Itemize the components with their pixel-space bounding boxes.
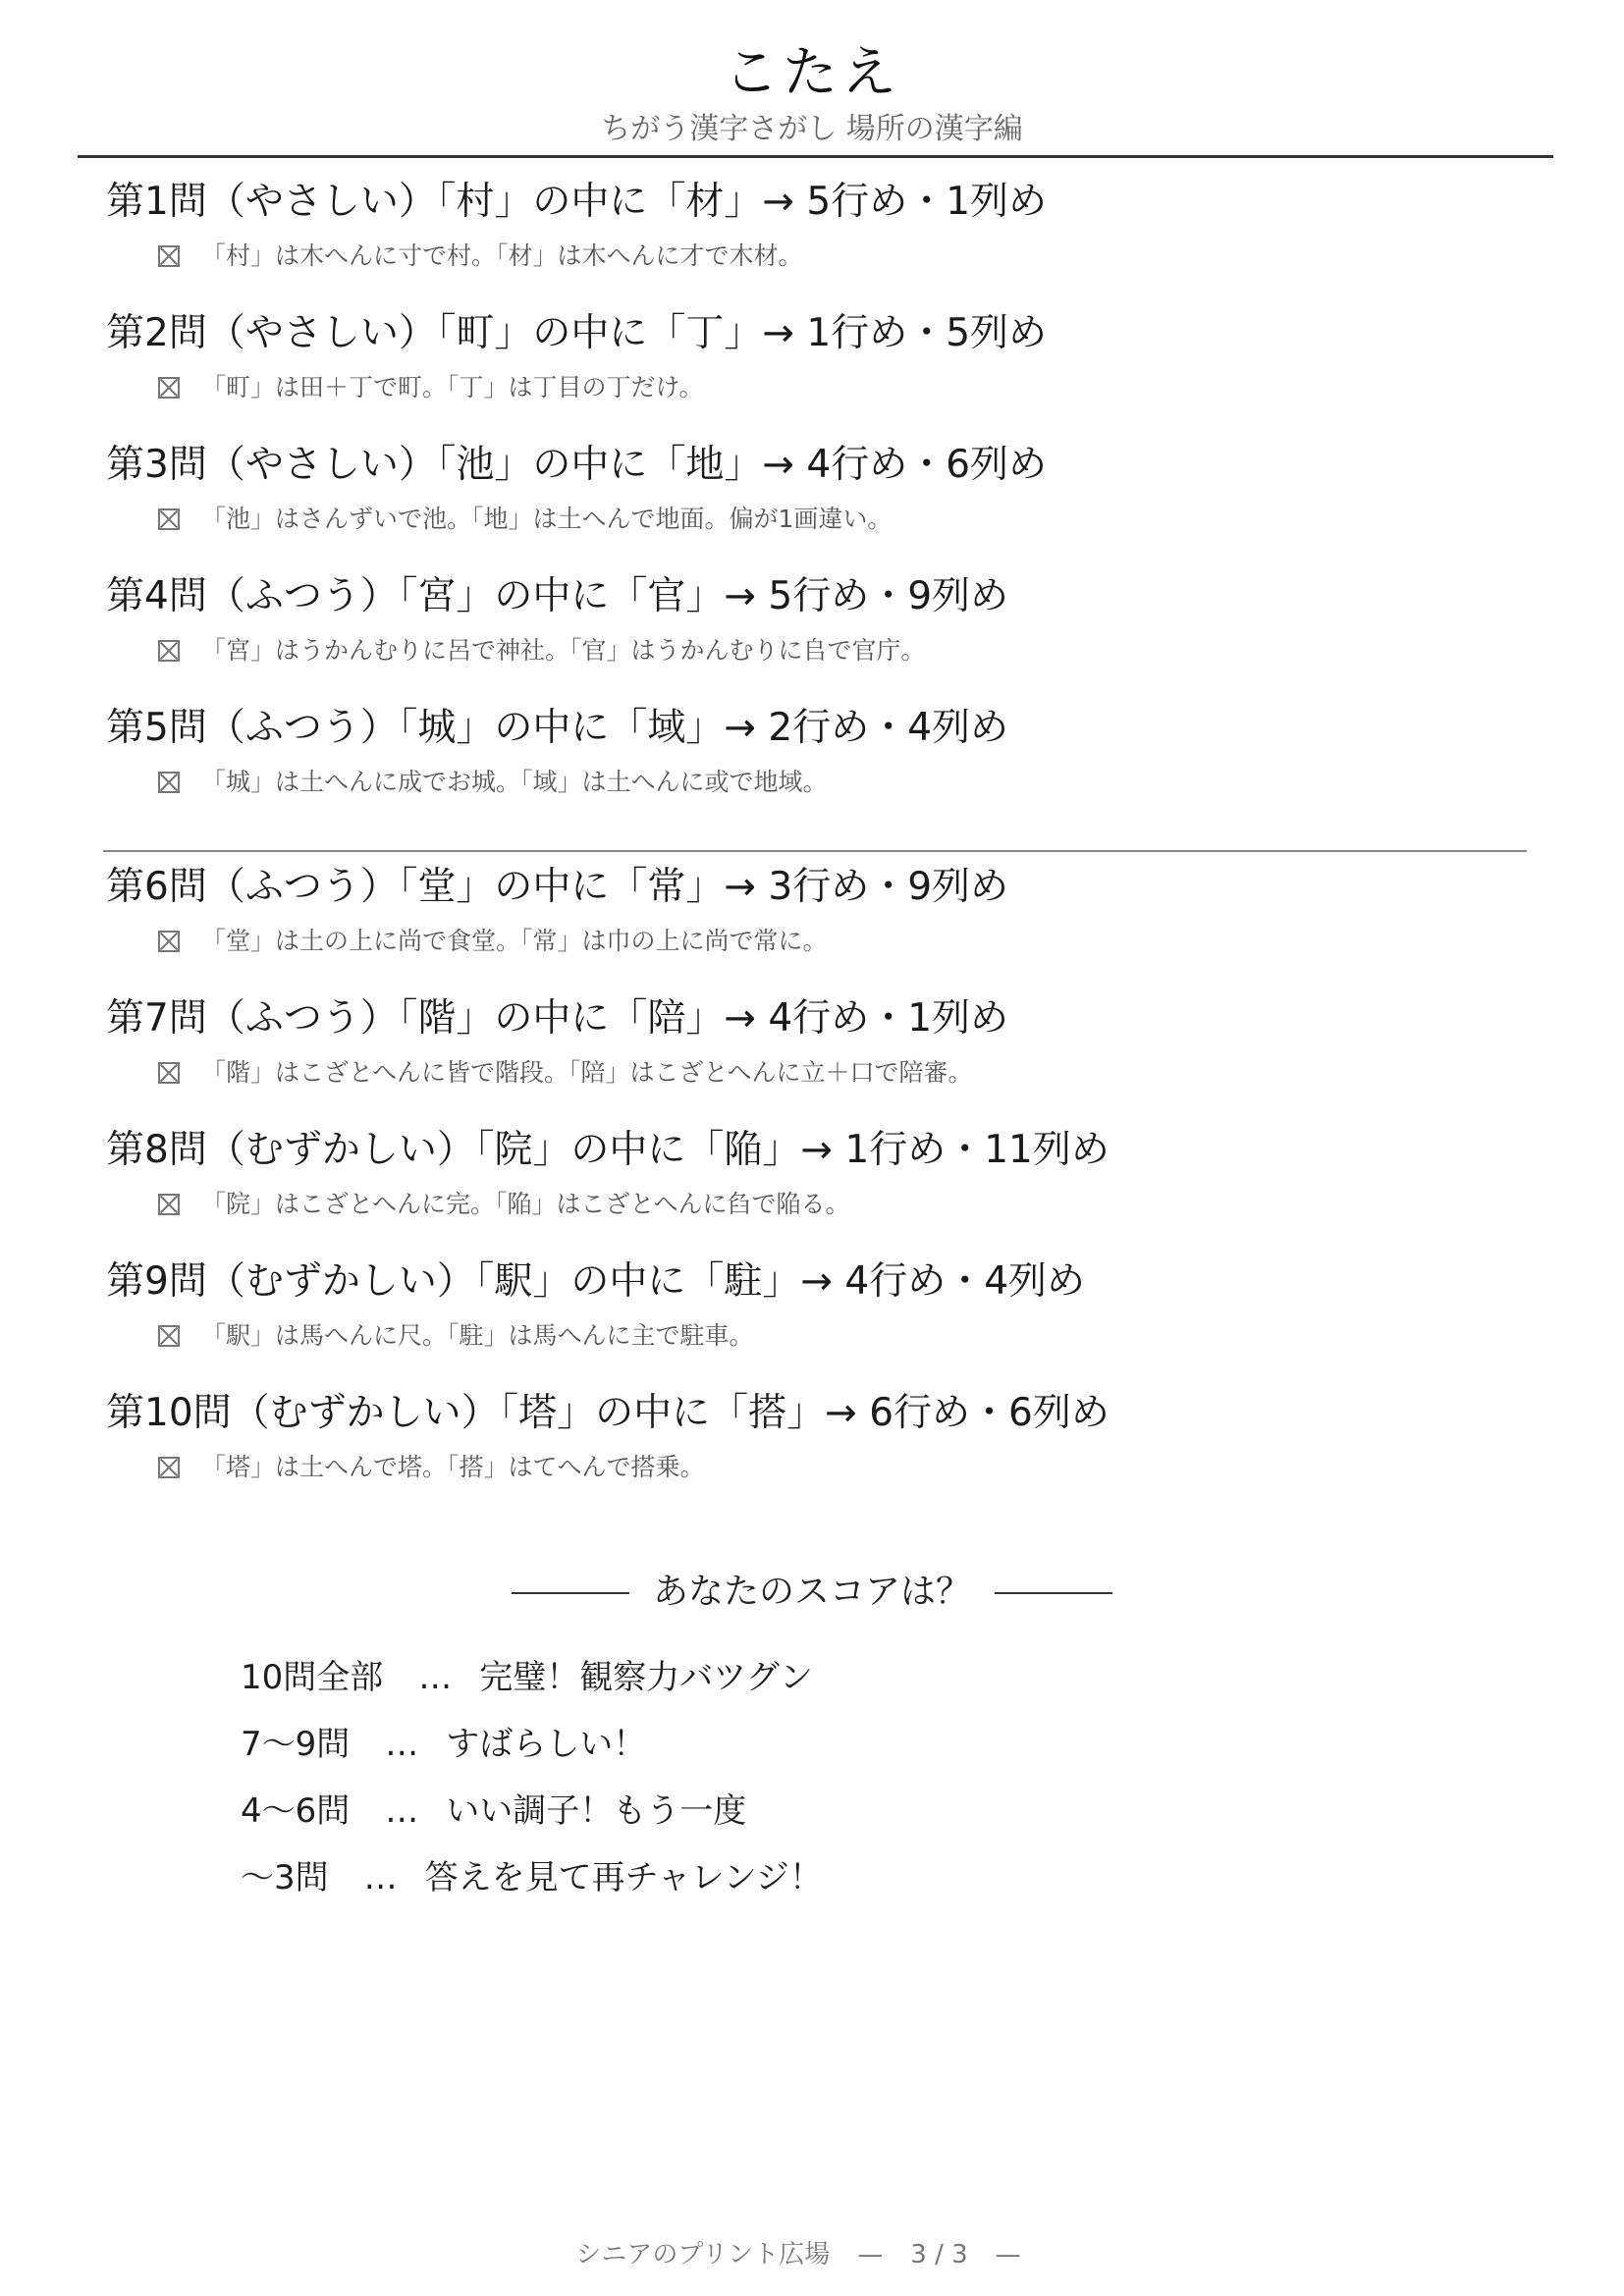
answer-note-text: 「駅」は馬へんに尺。「駐」は馬へんに主で駐車。 xyxy=(201,1321,754,1350)
answer-note xyxy=(158,1188,1540,1221)
answer-item-3 xyxy=(106,440,1540,536)
answer-note-text: 「城」は土へんに成でお城。「域」は土へんに或で地域。 xyxy=(201,768,828,796)
crossed-box-icon xyxy=(158,377,180,399)
answer-item-1 xyxy=(106,177,1540,273)
answer-heading: 第2問（やさしい）「町」の中に「丁」→ 1行め・5列め xyxy=(106,311,1048,355)
crossed-box-icon xyxy=(158,772,180,793)
answer-heading: 第6問（ふつう）「堂」の中に「常」→ 3行め・9列め xyxy=(106,865,1009,909)
crossed-box-icon xyxy=(158,1325,180,1347)
score-range: 4〜6問 xyxy=(241,1791,351,1831)
answer-heading: 第7問（ふつう）「階」の中に「陪」→ 4行め・1列め xyxy=(106,996,1009,1041)
answer-heading: 第9問（むずかしい）「駅」の中に「駐」→ 4行め・4列め xyxy=(106,1259,1086,1304)
footer-dash: — xyxy=(995,2240,1021,2269)
score-ellipsis: … xyxy=(363,1858,398,1897)
page-number: 3 / 3 xyxy=(910,2240,968,2269)
answer-note xyxy=(158,1451,1540,1484)
score-range: 10問全部 xyxy=(241,1658,384,1697)
score-ellipsis: … xyxy=(385,1791,419,1831)
footer-dash: — xyxy=(857,2240,884,2269)
score-range: 7〜9問 xyxy=(241,1725,351,1764)
crossed-box-icon xyxy=(158,640,180,662)
crossed-box-icon xyxy=(158,245,180,267)
answer-item-6 xyxy=(106,862,1540,958)
answer-note xyxy=(158,1319,1540,1353)
score-heading-text: あなたのスコアは？ xyxy=(652,1572,971,1612)
answer-item-5 xyxy=(106,703,1540,799)
answer-note-text: 「宮」はうかんむりに呂で神社。「官」はうかんむりに𠂤で官庁。 xyxy=(201,636,926,665)
score-row xyxy=(241,1855,823,1922)
answer-note xyxy=(158,766,1540,799)
answer-note xyxy=(158,925,1540,958)
answer-note-text: 「町」は田＋丁で町。「丁」は丁目の丁だけ。 xyxy=(201,373,704,401)
score-ellipsis: … xyxy=(418,1658,453,1697)
answer-note xyxy=(158,503,1540,536)
answer-note-text: 「階」はこざとへんに皆で階段。「陪」はこざとへんに立＋口で陪審。 xyxy=(201,1058,973,1087)
footer-site-name: シニアのプリント広場 xyxy=(575,2240,831,2269)
answer-note xyxy=(158,1056,1540,1090)
answer-note-text: 「塔」は土へんで塔。「搭」はてへんで搭乗。 xyxy=(201,1453,705,1481)
crossed-box-icon xyxy=(158,931,180,952)
section-divider xyxy=(103,850,1527,852)
score-comment: 完璧！観察力バツグン xyxy=(479,1658,813,1697)
answer-note-text: 「池」はさんずいで池。「地」は土へんで地面。偏が1画違い。 xyxy=(201,505,893,533)
page-title: こたえ xyxy=(724,41,900,105)
answer-heading: 第4問（ふつう）「宮」の中に「官」→ 5行め・9列め xyxy=(106,574,1009,618)
answer-note-text: 「村」は木へんに寸で村。「材」は木へんに才で木材。 xyxy=(201,241,803,270)
score-comment: 答えを見て再チャレンジ！ xyxy=(424,1858,823,1897)
score-row xyxy=(241,1789,823,1855)
score-comment: すばらしい！ xyxy=(446,1725,647,1764)
score-heading-rule-left xyxy=(512,1592,629,1594)
answer-item-2 xyxy=(106,308,1540,404)
answer-note-text: 「院」はこざとへんに完。「陥」はこざとへんに臽で陥る。 xyxy=(201,1190,850,1218)
crossed-box-icon xyxy=(158,508,180,530)
crossed-box-icon xyxy=(158,1062,180,1084)
answer-note xyxy=(158,634,1540,667)
page-subtitle: ちがう漢字さがし 場所の漢字編 xyxy=(601,112,1023,146)
answer-heading: 第10問（むずかしい）「塔」の中に「搭」→ 6行め・6列め xyxy=(106,1391,1110,1435)
score-heading-rule-right xyxy=(995,1592,1112,1594)
score-ellipsis: … xyxy=(385,1725,419,1764)
score-comment: いい調子！もう一度 xyxy=(446,1791,747,1831)
score-range: 〜3問 xyxy=(241,1858,329,1897)
header-divider xyxy=(78,155,1553,158)
score-row xyxy=(241,1722,823,1789)
answer-note xyxy=(158,240,1540,273)
page-footer xyxy=(0,2238,1624,2271)
answer-item-9 xyxy=(106,1256,1540,1353)
score-table xyxy=(241,1655,823,1922)
answer-heading: 第8問（むずかしい）「院」の中に「陥」→ 1行め・11列め xyxy=(106,1128,1110,1172)
crossed-box-icon xyxy=(158,1457,180,1478)
answer-heading: 第3問（やさしい）「池」の中に「地」→ 4行め・6列め xyxy=(106,443,1048,487)
answer-item-10 xyxy=(106,1388,1540,1484)
crossed-box-icon xyxy=(158,1194,180,1215)
answer-note xyxy=(158,371,1540,404)
answer-note-text: 「堂」は土の上に尚で食堂。「常」は巾の上に尚で常に。 xyxy=(201,927,828,955)
answer-item-8 xyxy=(106,1125,1540,1221)
answer-item-4 xyxy=(106,571,1540,667)
answer-heading: 第5問（ふつう）「城」の中に「域」→ 2行め・4列め xyxy=(106,706,1009,750)
score-row xyxy=(241,1655,823,1722)
answer-item-7 xyxy=(106,993,1540,1090)
score-heading xyxy=(0,1569,1624,1616)
answer-heading: 第1問（やさしい）「村」の中に「材」→ 5行め・1列め xyxy=(106,180,1048,224)
